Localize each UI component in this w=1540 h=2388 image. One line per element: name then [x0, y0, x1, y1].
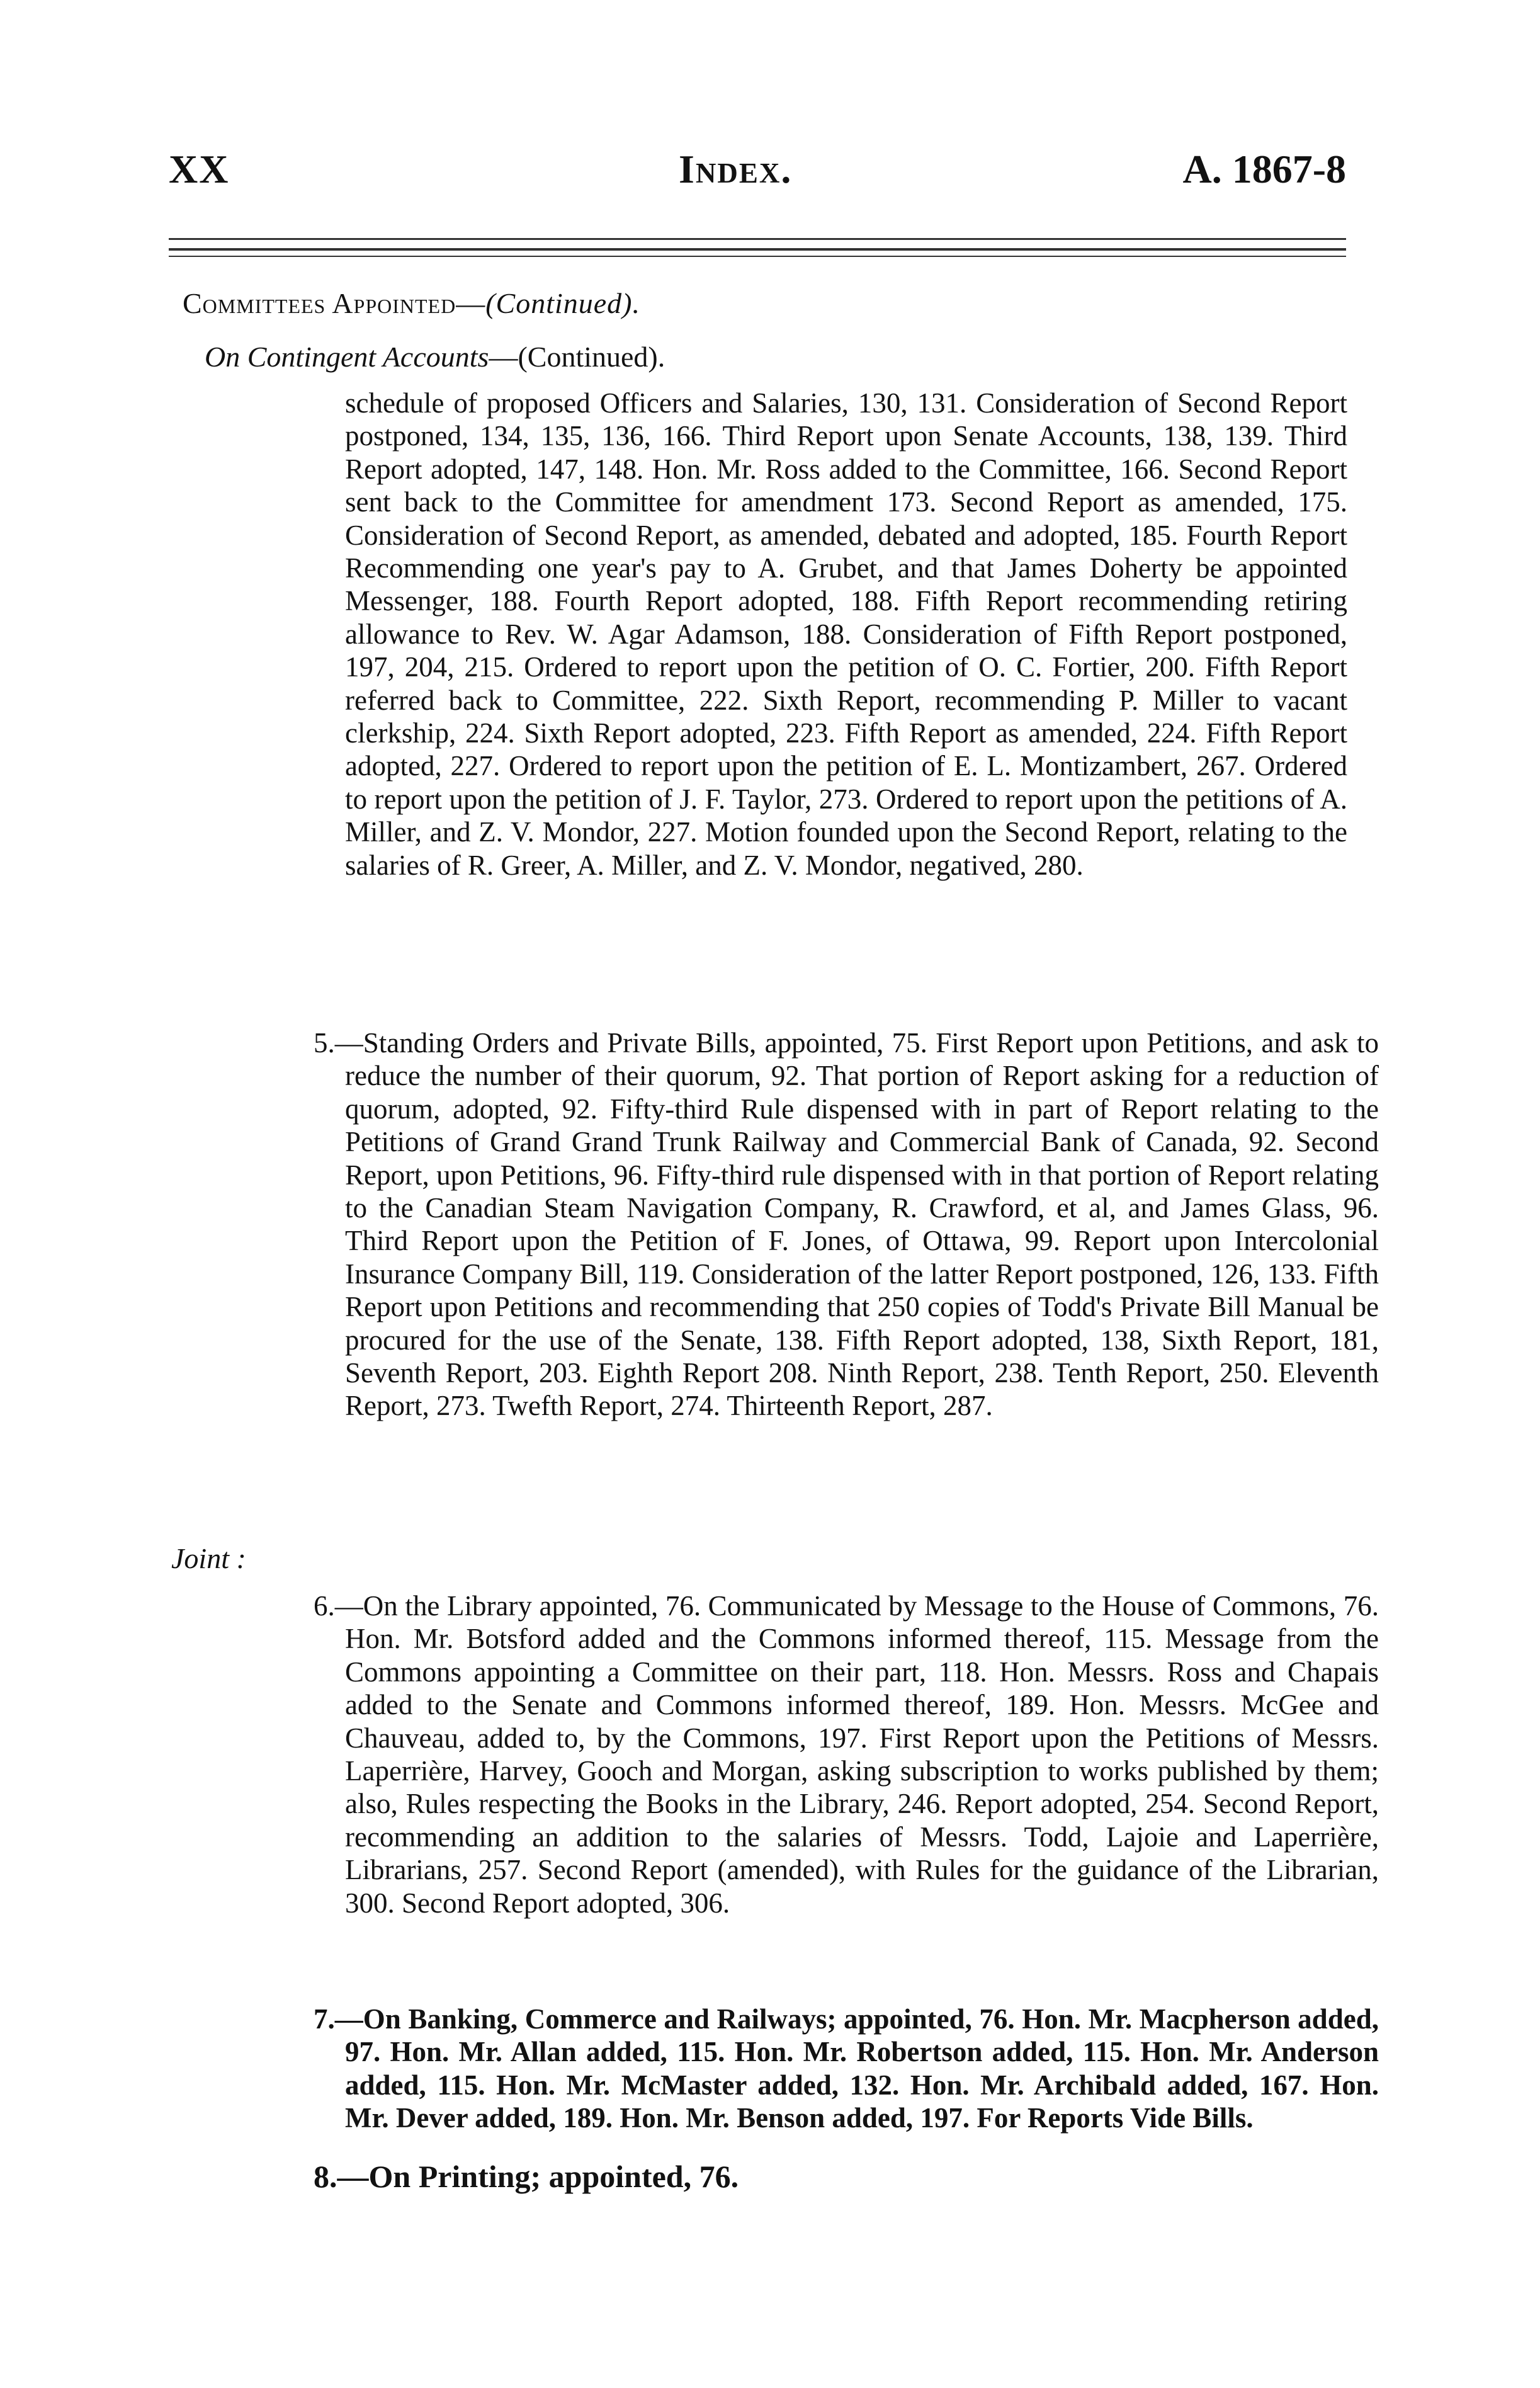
index-entry-6: 6.—On the Library appointed, 76. Communicated by Message to the House of Commons, 76. Hon. Mr. Botsford added and the Commons informed thereof, 115. Message from the Commons appointing a Committee on their part, 118. Hon. Messrs. Ross and Chapais added to the Senate and Commons informed thereof, 189. Hon. Messrs. McGee and Chauveau, added to, by the Commons, 197. First Report upon the Petitions of Messrs. Laperrière, Harvey, Gooch and Morgan, asking subscription to works published by them; also, Rules respecting the Books in the Library, 246. Report adopted, 254. Second Report, recommending an addition to the salaries of Messrs. Todd, Lajoie and Laperrière, Librarians, 257. Second Report (amended), with Rules for the guidance of the Librarian, 300. Second Report adopted, 306.	[314, 1590, 1379, 1919]
joint-label: Joint :	[171, 1542, 246, 1574]
subsection-heading	[205, 340, 665, 373]
header-rule-thin-lower	[169, 256, 1346, 257]
section-continued: (Continued).	[485, 287, 640, 319]
page-header	[169, 146, 1346, 203]
header-rule-thin	[169, 238, 1346, 240]
section-title	[183, 287, 640, 320]
index-entry-8: 8.—On Printing; appointed, 76.	[314, 2159, 739, 2194]
page-number: XX	[169, 147, 230, 191]
contingent-accounts-paragraph: schedule of proposed Officers and Salaries, 130, 131. Consideration of Second Report postponed, 134, 135, 136, 166. Third Report upon Senate Accounts, 138, 139. Third Report adopted, 147, 148. Hon. Mr. Ross added to the Committee, 166. Second Report sent back to the Committee for amendment 173. Second Report as amended, 175. Consideration of Second Report, as amended, debated and adopted, 185. Fourth Report Recommending one year's pay to A. Grubet, and that James Doherty be appointed Messenger, 188. Fourth Report adopted, 188. Fifth Report recommending retiring allowance to Rev. W. Agar Adamson, 188. Consideration of Fifth Report postponed, 197, 204, 215. Ordered to report upon the petition of O. C. Fortier, 200. Fifth Report referred back to Committee, 222. Sixth Report, recommending P. Miller to vacant clerkship, 224. Sixth Report adopted, 223. Fifth Report as amended, 224. Fifth Report adopted, 227. Ordered to report upon the petition of E. L. Montizambert, 267. Ordered to report upon the petition of J. F. Taylor, 273. Ordered to report upon the petitions of A. Miller, and Z. V. Mondor, 227. Motion founded upon the Second Report, relating to the salaries of R. Greer, A. Miller, and Z. V. Mondor, negatived, 280.	[345, 387, 1347, 881]
section-title-text: Committees Appointed—	[183, 287, 486, 319]
header-rule-thick	[169, 248, 1346, 251]
volume-year: A. 1867-8	[1182, 147, 1346, 191]
index-entry-7: 7.—On Banking, Commerce and Railways; appointed, 76. Hon. Mr. Macpherson added, 97. Hon. Mr. Allan added, 115. Hon. Mr. Robertson added, 115. Hon. Mr. Anderson added, 115. Hon. Mr. McMaster added, 132. Hon. Mr. Archibald added, 167. Hon. Mr. Dever added, 189. Hon. Mr. Benson added, 197. For Reports Vide Bills.	[314, 2003, 1379, 2134]
subsection-heading-italic: On Contingent Accounts	[205, 341, 489, 373]
subsection-heading-rest: —(Continued).	[489, 341, 665, 373]
index-entry-5: 5.—Standing Orders and Private Bills, appointed, 75. First Report upon Petitions, and ask to reduce the number of their quorum, 92. That portion of Report asking for a reduction of quorum, adopted, 92. Fifty-third Rule dispensed with in part of Report relating to the Petitions of Grand Grand Trunk Railway and Commercial Bank of Canada, 92. Second Report, upon Petitions, 96. Fifty-third rule dispensed with in that portion of Report relating to the Canadian Steam Navigation Company, R. Crawford, et al, and James Glass, 96. Third Report upon the Petition of F. Jones, of Ottawa, 99. Report upon Intercolonial Insurance Company Bill, 119. Consideration of the latter Report postponed, 126, 133. Fifth Report upon Petitions and recommending that 250 copies of Todd's Private Bill Manual be procured for the use of the Senate, 138. Fifth Report adopted, 138, Sixth Report, 181, Seventh Report, 203. Eighth Report 208. Ninth Report, 238. Tenth Report, 250. Eleventh Report, 273. Twefth Report, 274. Thirteenth Report, 287.	[314, 1027, 1379, 1422]
running-title: Index.	[679, 147, 793, 191]
